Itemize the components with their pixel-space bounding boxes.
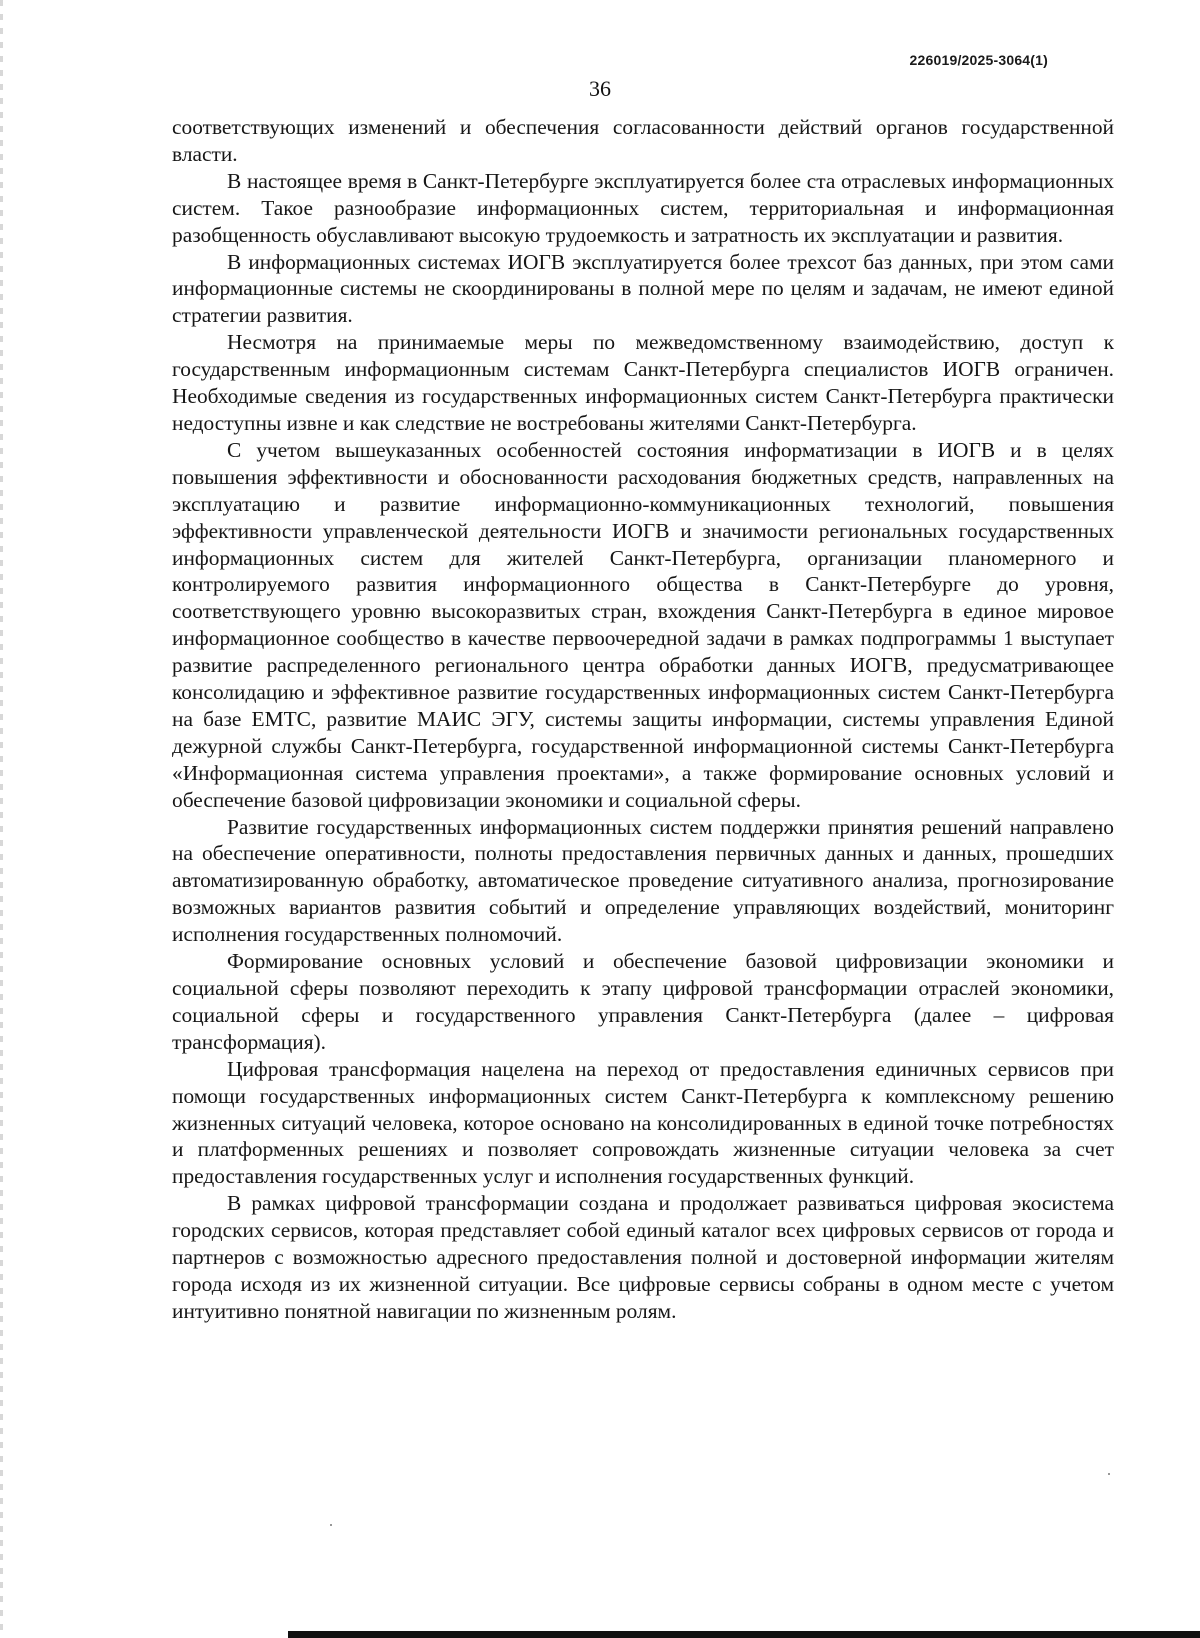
paragraph: Формирование основных условий и обеспечение базовой цифровизации экономики и социальной сферы позволяют переходить к этапу цифровой трансформации отраслей экономики, социальной сферы и государственного управления Санкт-Петербурга (далее – цифровая трансформация).	[172, 949, 1114, 1054]
page-number: 36	[589, 76, 611, 101]
paragraph: В информационных системах ИОГВ эксплуатируется более трехсот баз данных, при этом сами информационные системы не скоординированы в полной мере по целям и задачам, не имеют единой стратегии развития.	[172, 249, 1114, 328]
paragraph: С учетом вышеуказанных особенностей состояния информатизации в ИОГВ и в целях повышения эффективности и обоснованности расходования бюджетных средств, направленных на эксплуатацию и развитие информационно-коммуникационных технологий, повышения эффективности управленческой деятельности ИОГВ и значимости региональных государственных информационных систем для жителей Санкт-Петербурга, организации планомерного и контролируемого развития информационного общества в Санкт-Петербурге до уровня, соответствующего уровню высокоразвитых стран, вхождения Санкт-Петербурга в единое мировое информационное сообщество в качестве первоочередной задачи в рамках подпрограммы 1 выступает развитие распределенного регионального центра обработки данных ИОГВ, предусматривающее консолидацию и эффективное развитие государственных информационных систем Санкт-Петербурга на базе ЕМТС, развитие МАИС ЭГУ, системы защиты информации, системы управления Единой дежурной службы Санкт-Петербурга, государственной информационной системы Санкт-Петербурга «Информационная система управления проектами», а также формирование основных условий и обеспечение базовой цифровизации экономики и социальной сферы.	[172, 437, 1114, 812]
scan-speck	[1108, 1473, 1110, 1475]
scan-bottom-edge	[288, 1631, 1200, 1638]
paragraph: Несмотря на принимаемые меры по межведомственному взаимодействию, доступ к государственным информационным системам Санкт-Петербурга специалистов ИОГВ ограничен. Необходимые сведения из государственных информационных систем Санкт-Петербурга практически недоступны извне и как следствие не востребованы жителями Санкт-Петербурга.	[172, 330, 1114, 435]
scan-edge-artifact	[0, 0, 3, 1638]
document-body	[172, 114, 1114, 1325]
paragraph-continuation: соответствующих изменений и обеспечения согласованности действий органов государственной власти.	[172, 115, 1114, 166]
paragraph: В настоящее время в Санкт-Петербурге эксплуатируется более ста отраслевых информационных систем. Такое разнообразие информационных систем, территориальная и информационная разобщенность обуславливают высокую трудоемкость и затратность их эксплуатации и развития.	[172, 168, 1114, 247]
document-registration-number: 226019/2025-3064(1)	[909, 52, 1048, 68]
paragraph: Развитие государственных информационных систем поддержки принятия решений направлено на обеспечение оперативности, полноты предоставления первичных данных и данных, прошедших автоматизированную обработку, автоматическое проведение ситуативного анализа, прогнозирование возможных вариантов развития событий и определение управляющих воздействий, мониторинг исполнения государственных полномочий.	[172, 814, 1114, 947]
scan-speck	[330, 1524, 332, 1526]
paragraph: Цифровая трансформация нацелена на переход от предоставления единичных сервисов при помощи государственных информационных систем Санкт-Петербурга к комплексному решению жизненных ситуаций человека, которое основано на консолидированных в единой точке потребностях и платформенных решениях и позволяет сопровождать жизненные ситуации человека за счет предоставления государственных услуг и исполнения государственных функций.	[172, 1056, 1114, 1189]
paragraph: В рамках цифровой трансформации создана и продолжает развиваться цифровая экосистема городских сервисов, которая представляет собой единый каталог всех цифровых сервисов от города и партнеров с возможностью адресного предоставления полной и достоверной информации жителям города исходя из их жизненной ситуации. Все цифровые сервисы собраны в одном месте с учетом интуитивно понятной навигации по жизненным ролям.	[172, 1191, 1114, 1323]
